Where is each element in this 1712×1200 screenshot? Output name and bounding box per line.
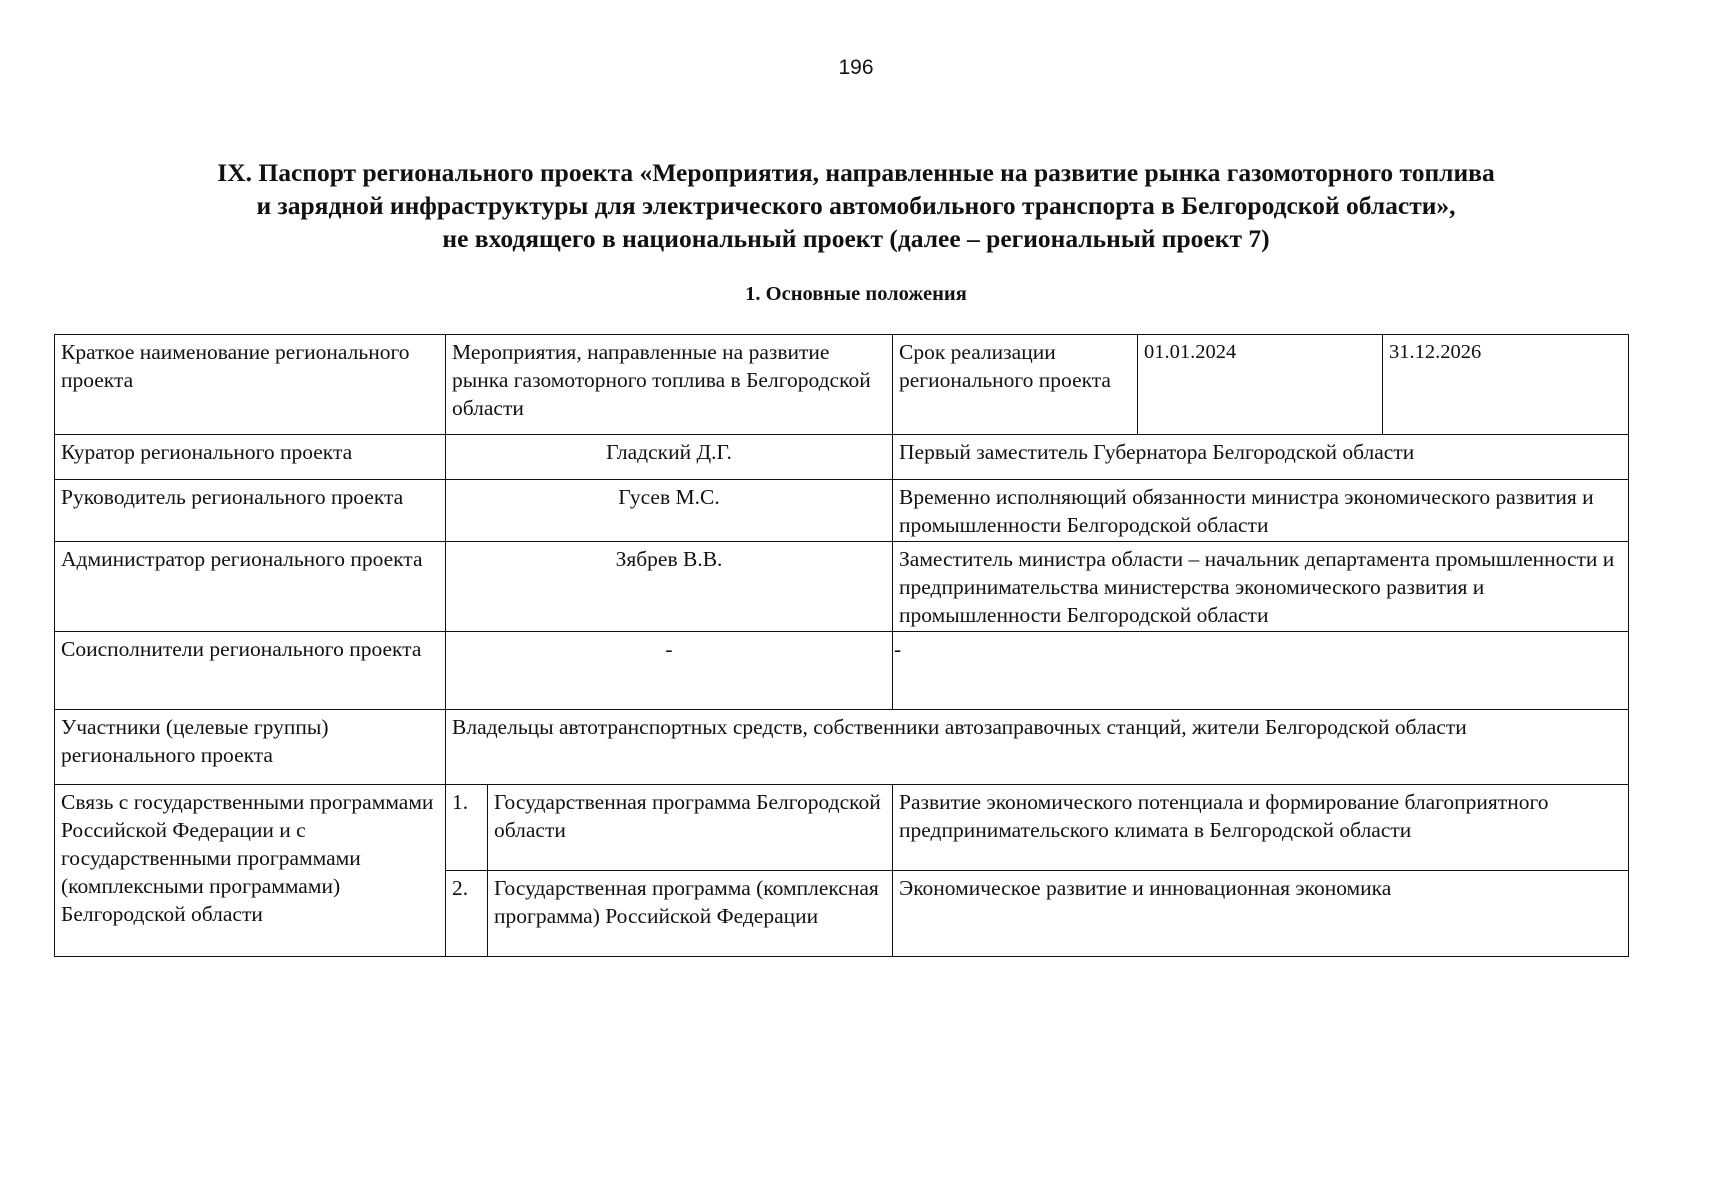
program-type: Государственная программа Белгородской области (488, 785, 893, 871)
title-line-1: IX. Паспорт регионального проекта «Мероприятия, направленные на развитие рынка газомоторного топлива (217, 158, 1495, 187)
table-row (55, 785, 1629, 871)
short-name-value: Мероприятия, направленные на развитие рынка газомоторного топлива в Белгородской области (446, 335, 893, 435)
period-start: 01.01.2024 (1138, 335, 1383, 435)
program-number: 1. (446, 785, 488, 871)
administrator-position: Заместитель министра области – начальник департамента промышленности и предпринимательства министерства экономического развития и промышленности Белгородской области (893, 542, 1629, 632)
short-name-label: Краткое наименование регионального проекта (55, 335, 446, 435)
page-number: 196 (838, 56, 874, 79)
project-passport-table (54, 334, 1629, 957)
head-label: Руководитель регионального проекта (55, 480, 446, 542)
co-executors-name: - (446, 632, 893, 710)
section-title: 1. Основные положения (745, 283, 967, 305)
program-name: Экономическое развитие и инновационная экономика (893, 871, 1629, 957)
co-executors-label: Соисполнители регионального проекта (55, 632, 446, 710)
program-type: Государственная программа (комплексная программа) Российской Федерации (488, 871, 893, 957)
curator-position: Первый заместитель Губернатора Белгородской области (893, 435, 1629, 480)
program-number: 2. (446, 871, 488, 957)
administrator-name: Зябрев В.В. (446, 542, 893, 632)
administrator-label: Администратор регионального проекта (55, 542, 446, 632)
participants-value: Владельцы автотранспортных средств, собственники автозаправочных станций, жители Белгородской области (446, 710, 1629, 785)
program-name: Развитие экономического потенциала и формирование благоприятного предпринимательского климата в Белгородской области (893, 785, 1629, 871)
period-label: Срок реализации регионального проекта (893, 335, 1138, 435)
table-row (55, 435, 1629, 480)
table-row (55, 480, 1629, 542)
participants-label: Участники (целевые группы) регионального проекта (55, 710, 446, 785)
curator-label: Куратор регионального проекта (55, 435, 446, 480)
curator-name: Гладский Д.Г. (446, 435, 893, 480)
co-executors-position: - (893, 632, 1629, 710)
title-line-2: и зарядной инфраструктуры для электрического автомобильного транспорта в Белгородской области», (256, 191, 1456, 220)
table-row (55, 710, 1629, 785)
table-row (55, 542, 1629, 632)
period-end: 31.12.2026 (1383, 335, 1629, 435)
title-line-3: не входящего в национальный проект (далее – региональный проект 7) (442, 224, 1270, 253)
table-row (55, 335, 1629, 435)
document-title (60, 156, 1652, 255)
programs-label: Связь с государственными программами Российской Федерации и с государственными программами (комплексными программами) Белгородской области (55, 785, 446, 957)
head-position: Временно исполняющий обязанности министра экономического развития и промышленности Белгородской области (893, 480, 1629, 542)
table-row (55, 632, 1629, 710)
head-name: Гусев М.С. (446, 480, 893, 542)
